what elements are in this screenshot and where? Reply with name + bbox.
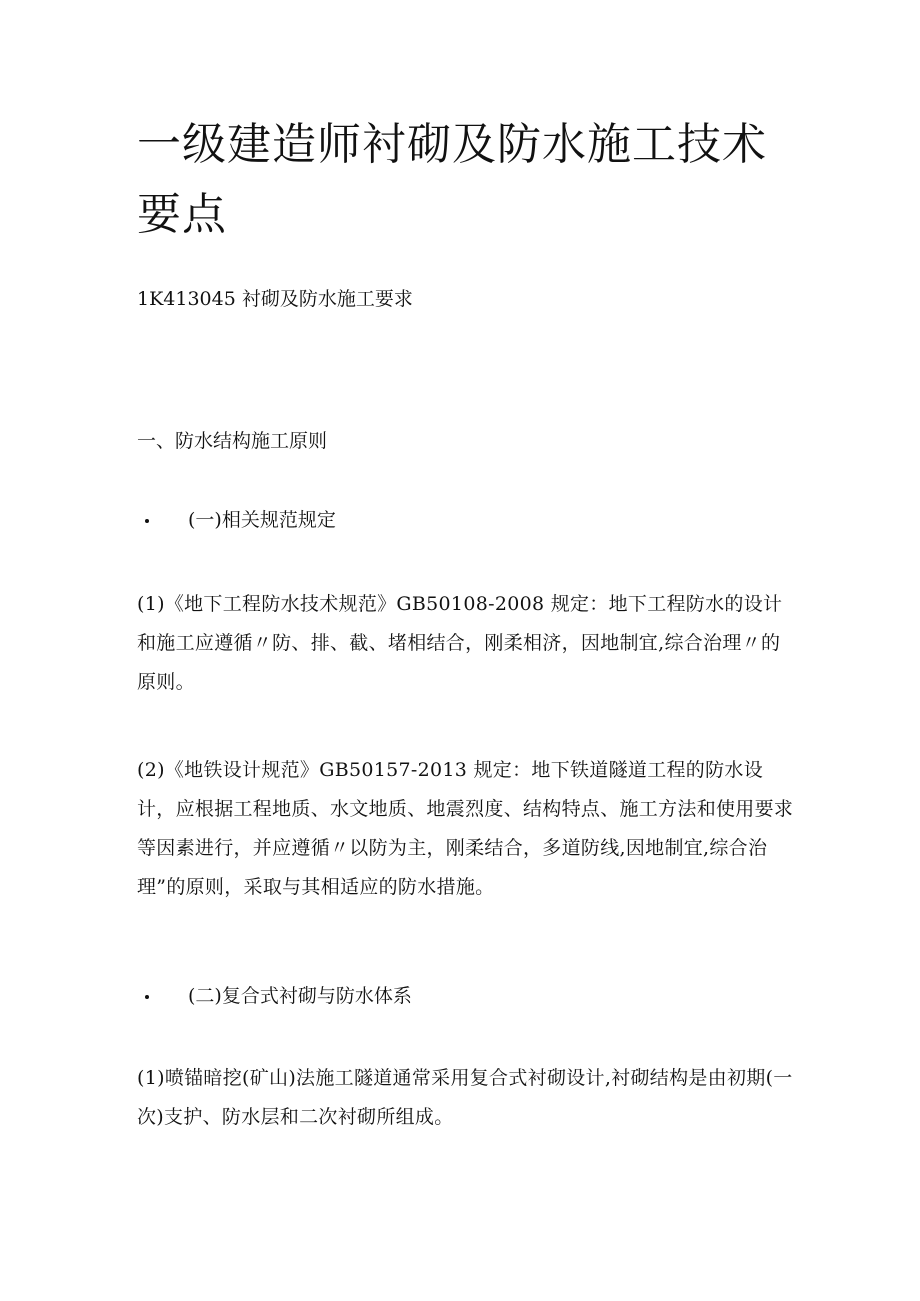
paragraph: (2)《地铁设计规范》GB50157-2013 规定：地下铁道隧道工程的防水设计，应根据工程地质、水文地质、地震烈度、结构特点、施工方法和使用要求等因素进行，并应遵循〃以防为主，刚柔结合，多道防线,因地制宜,综合治理”的原则，采取与其相适应的防水措施。 [137,759,794,898]
bullet-label: (一)相关规范规定 [188,509,336,531]
document-title: 一级建造师衬砌及防水施工技术要点 [137,119,767,240]
document-subtitle: 1K413045 衬砌及防水施工要求 [137,288,413,310]
bullet-dot-icon [145,519,149,523]
section-heading: 一、防水结构施工原则 [137,430,328,452]
paragraph: (1)喷锚暗挖(矿山)法施工隧道通常采用复合式衬砌设计,衬砌结构是由初期(一次)支护、防水层和二次衬砌所组成。 [137,1067,793,1128]
paragraph: (1)《地下工程防水技术规范》GB50108-2008 规定：地下工程防水的设计和施工应遵循〃防、排、截、堵相结合，刚柔相济，因地制宜,综合治理〃的原则。 [137,593,783,693]
bullet-dot-icon [145,995,149,999]
bullet-label: (二)复合式衬砌与防水体系 [188,985,412,1007]
